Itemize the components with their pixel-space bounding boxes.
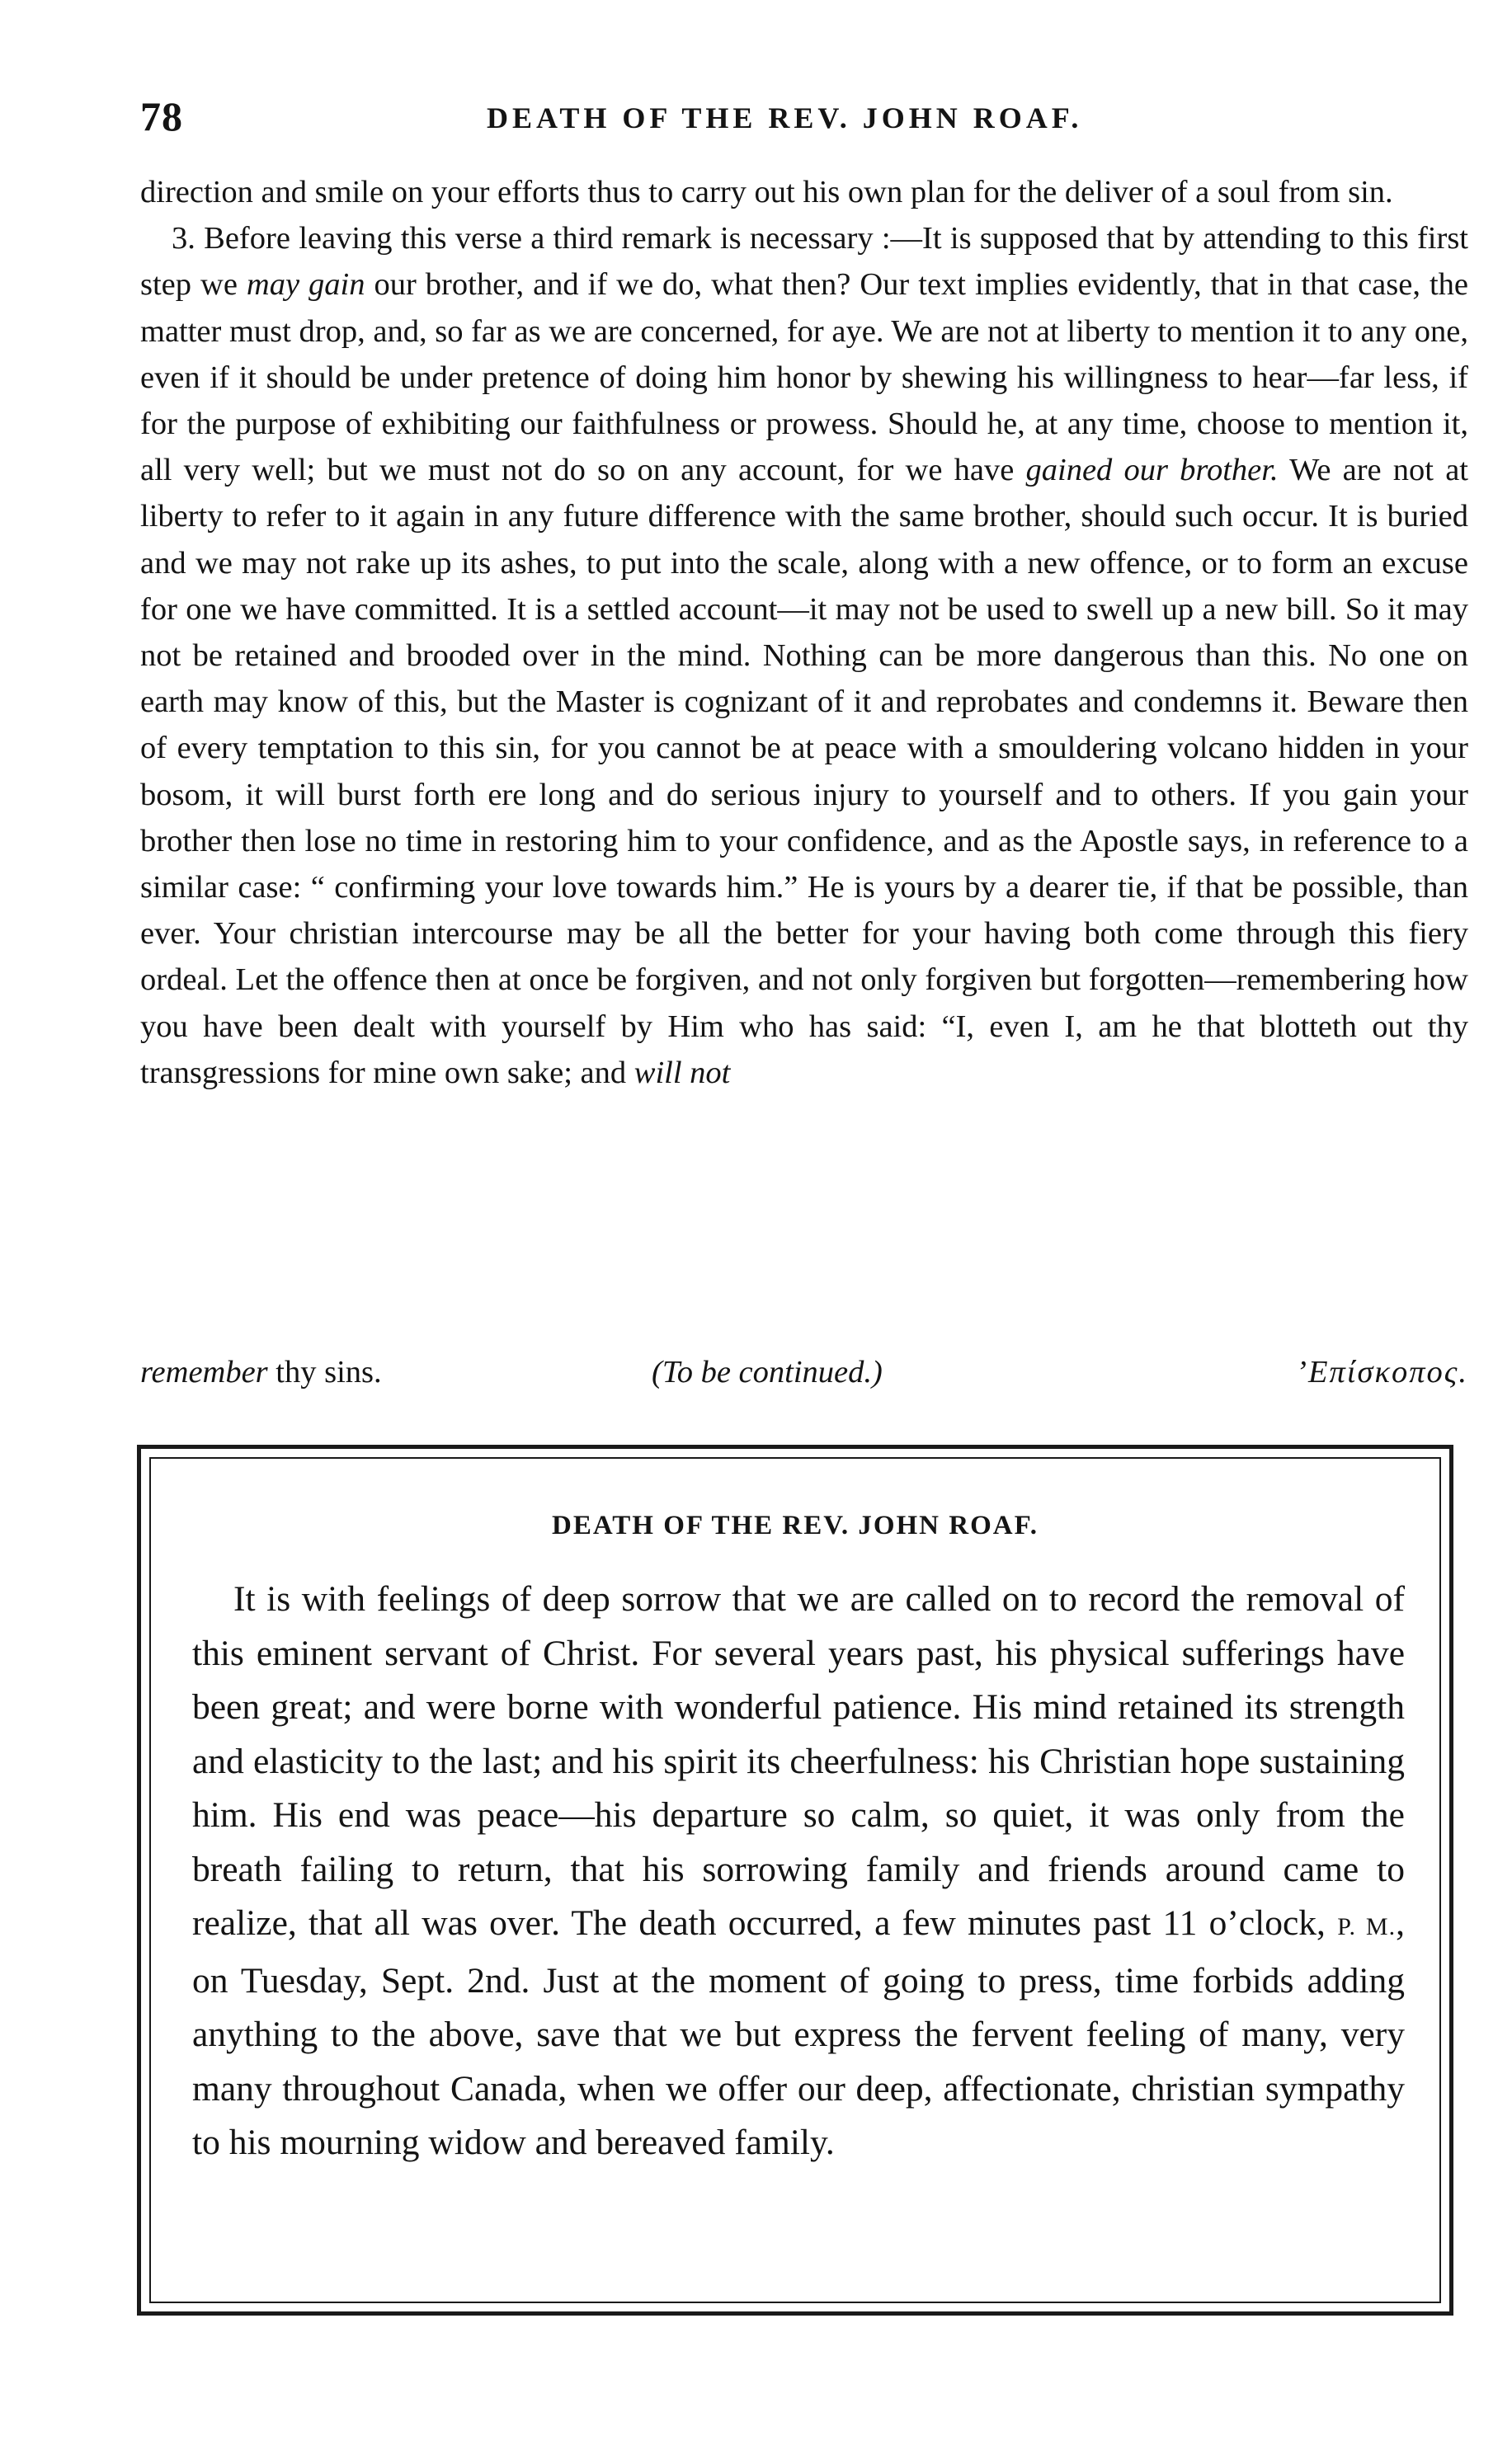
emphasis-text: will not	[634, 1055, 731, 1090]
notice-title: DEATH OF THE REV. JOHN ROAF.	[552, 1511, 1039, 1540]
notice-text	[192, 1573, 1405, 2170]
paragraph-text: direction and smile on your efforts thus to carry out his own plan for the deliver of a soul from sin.	[140, 175, 1393, 209]
obituary-notice-box	[137, 1445, 1453, 2316]
article-signoff	[140, 1349, 1468, 1395]
author-signature: ’Επίσκοπος.	[1296, 1355, 1468, 1390]
running-head	[140, 92, 1477, 142]
paragraph-text: our brother, and if we do, what then? Our text implies evidently, that in that case, the matter must drop, and, so far as we are concerned, for aye. We are not at liberty to mention it to any one, even if it should be under pretence of doing him honor by shewing his willingness to hear—far less, if for the purpose of exhibiting our faithfulness or prowess. Should he, at any time, choose to mention it, all very well; but we must not do so on any account, for we have	[140, 267, 1468, 488]
time-abbreviation: P. M.	[1337, 1913, 1397, 1940]
running-title: DEATH OF THE REV. JOHN ROAF.	[487, 101, 1083, 134]
paragraph-text: We are not at liberty to refer to it again in any future difference with the same brother, should such occur. It is buried and we may not rake up its ashes, to put into the scale, along with a new offence, or to form an excuse for one we have committed. It is a settled account—it may not be used to swell up a new bill. So it may not be retained and brooded over in the mind. Nothing can be more dangerous than this. No one on earth may know of this, but the Master is cognizant of it and reprobates and condemns it. Beware then of every temptation to this sin, for you cannot be at peace with a smouldering volcano hidden in your bosom, it will burst forth ere long and do serious injury to yourself and to others. If you gain your brother then lose no time in restoring him to your confidence, and as the Apostle says, in reference to a similar case: “ confirming your love towards him.” He is yours by a dearer tie, if that be possible, than ever. Your christian intercourse may be all the better for your having both come through this fiery ordeal. Let the offence then at once be forgiven, and not only forgiven but forgotten—remembering how you have been dealt with yourself by Him who has said: “I, even I, am he that blotteth out thy transgressions for mine own sake; and	[140, 453, 1468, 1090]
article-body	[140, 169, 1468, 1096]
notice-text-part: It is with feelings of deep sorrow that we are called on to record the removal of this eminent servant of Christ. For several years past, his physical sufferings have been great; and were borne with wonderful patience. His mind retained its strength and elasticity to the last; and his spirit its cheerfulness: his Christian hope sustaining him. His end was peace—his departure so calm, so quiet, it was only from the breath failing to return, that his sorrowing family and friends around came to realize, that all was over. The death occurred, a few minutes past 11 o’clock,	[192, 1579, 1405, 1943]
notice-text-part: , on Tuesday, Sept. 2nd. Just at the moment of going to press, time forbids adding anything to the above, save that we but express the fervent feeling of many, very many throughout Canada, when we offer our deep, affectionate, christian sympathy to his mourning widow and bereaved family.	[192, 1903, 1405, 2162]
paragraph-third-remark	[140, 215, 1468, 1096]
paragraph-continuation	[140, 169, 1468, 215]
emphasis-text: remember	[140, 1355, 268, 1390]
continued-note: (To be continued.)	[652, 1355, 883, 1390]
paragraph-text: 3. Before leaving this verse a third remark is necessary :—It is supposed that by attending to this first step we	[140, 221, 1468, 303]
emphasis-text: gained our brother.	[1025, 453, 1279, 488]
emphasis-text: may gain	[246, 267, 365, 303]
closing-text: thy sins.	[267, 1355, 382, 1390]
closing-line	[140, 1349, 382, 1395]
page-number: 78	[140, 93, 183, 139]
